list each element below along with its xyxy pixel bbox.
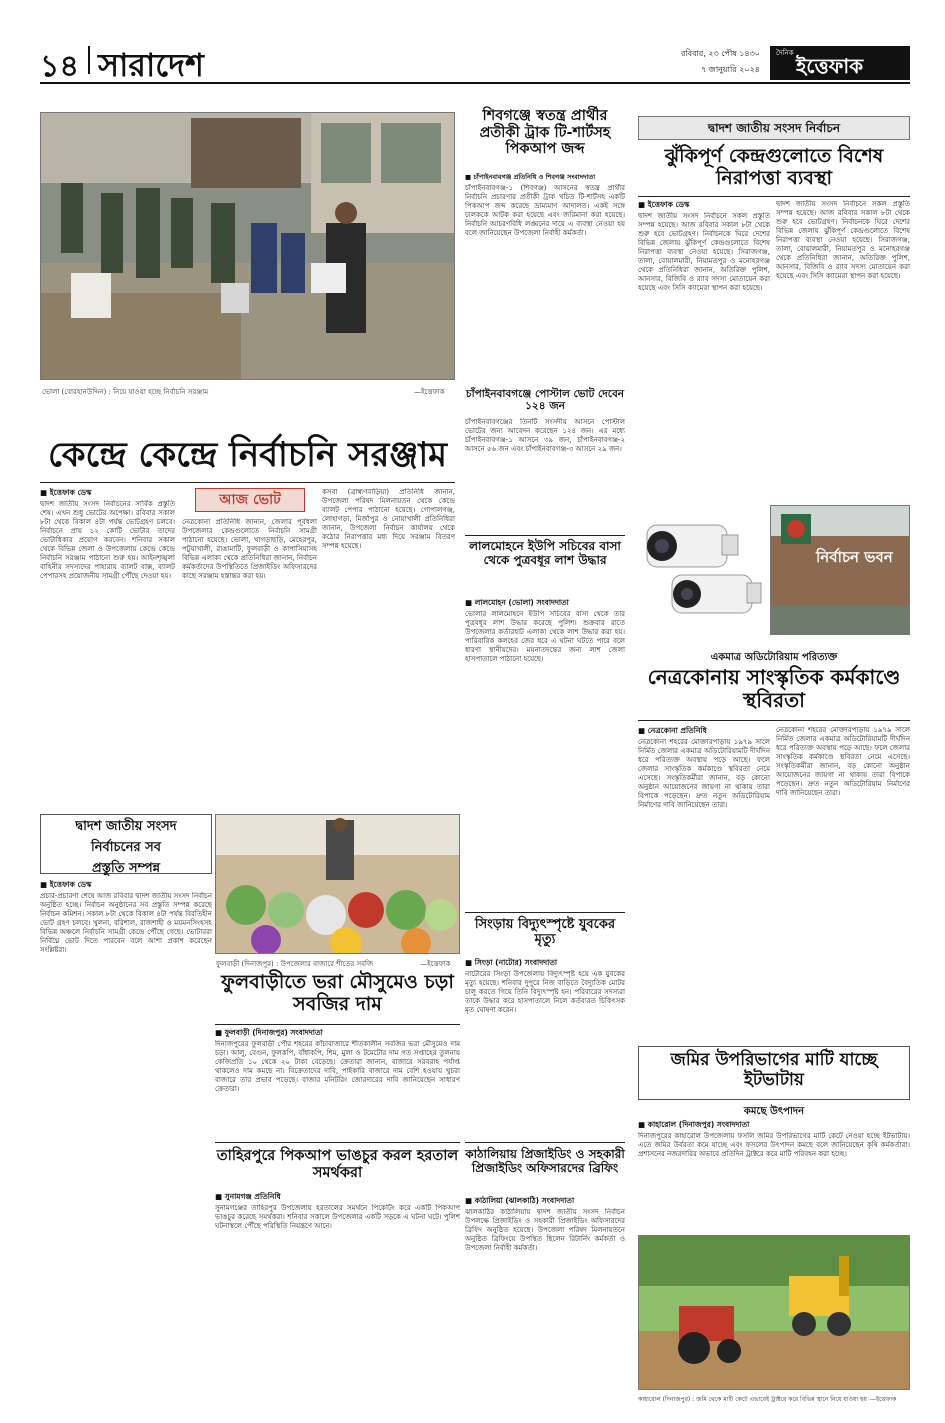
camera-icon [632,505,772,625]
divider [465,912,625,913]
prep-title-2: নির্বাচনের সব [91,840,161,855]
lead-body-2: নেত্রকোনা প্রতিনিধি জানান, জেলার পূর্বধলা উপজেলার কেন্দ্রগুলোতে নির্বাচনি সামগ্রী পাঠানো হয়েছে। ভোলা, খাগড়াছড়ি, মেহেরপুর, পটুয়াখালী, রাঙামাটি, ফুলবাড়ী ও কাপাসিয়াসহ বিভিন্ন এলাকা থেকে প্রতিনিধিরা জানান, নির্বাচন কর্মকর্তাদের উপস্থিতিতে প্রিজাইডিং অফিসারদের কাছে সরঞ্জাম হস্তান্তর করা হয়। [182,518,317,580]
postal-vote-headline: চাঁপাইনবাবগঞ্জে পোস্টাল ভোট দেবেন ১২৪ জন [465,388,625,413]
divider [88,46,90,74]
singra-byline: ■ সিংড়া (নাটোর) সংবাদদাতা [465,958,558,967]
divider [465,1142,625,1143]
lead-headline: কেন্দ্রে কেন্দ্রে নির্বাচনি সরঞ্জাম [47,435,448,475]
soil-headline: জমির উপরিভাগের মাটি যাচ্ছে ইটভাটায় [670,1050,878,1090]
divider [215,1142,460,1143]
shibganj-headline: শিবগঞ্জে স্বতন্ত্র প্রার্থীর প্রতীকী ট্রাক টি-শার্টসহ পিকআপ জব্দ [479,107,611,158]
section-title: সারাদেশ [98,46,204,84]
security-body-repeat: দ্বাদশ জাতীয় সংসদ নির্বাচনে সকল প্রস্তুতি সম্পন্ন হয়েছে। আজ রবিবার সকাল ৮টা থেকে শুরু হবে ভোটগ্রহণ। নির্বাচনকে ঘিরে দেশের বিভিন্ন জেলায় ঝুঁকিপূর্ণ কেন্দ্রগুলোতে বিশেষ নিরাপত্তা ব্যবস্থা নেওয়া হয়েছে। সিরাজগঞ্জ, তালা, বোয়ালমারী, নিয়ামতপুর ও মনোহরগঞ্জ থেকে প্রতিনিধিরা জানান, অতিরিক্ত পুলিশ, আনসার, বিজিবি ও র‍্যাব সদস্য মোতায়েন করা হয়েছে এবং সিসি ক্যামেরা স্থাপন করা হয়েছে। [776,200,910,280]
soil-photo [638,1235,910,1390]
banner-text: দ্বাদশ জাতীয় সংসদ নির্বাচন [708,121,840,135]
singra-headline: সিংড়ায় বিদ্যুৎস্পৃষ্টে যুবকের মৃত্যু [474,917,616,947]
soil-subheadline: কমছে উৎপাদন [743,1106,805,1117]
security-body-continued [776,200,910,500]
divider [215,1024,460,1025]
veg-body: দিনাজপুরের ফুলবাড়ী পৌর শহরের কাঁচাবাজারে শীতকালীন সবজির ভরা মৌসুমেও দাম চড়া। আলু, বেগুন, ফুলকপি, বাঁধাকপি, শিম, মুলা ও টমেটোর দাম গত সপ্তাহের তুলনায় কেজিপ্রতি ১০ থেকে ২০ টাকা বেড়েছে। ক্রেতারা জানান, বাজারে সরবরাহ পর্যাপ্ত থাকলেও দাম কমছে না। বিক্রেতাদের দাবি, পাইকারি বাজারে দাম বেশি হওয়ায় খুচরা বাজারে তার প্রভাব পড়েছে। বাজার মনিটরিং জোরদারের দাবি জানিয়েছেন সাধারণ ক্রেতারা। [215,1040,460,1093]
vegetable-photo [215,814,460,954]
kathaliya-headline: কাঠালিয়ায় প্রিজাইডিং ও সহকারী প্রিজাইডিং অফিসারদের ব্রিফিং [465,1147,625,1175]
prep-title-3: প্রস্তুতি সম্পন্ন [91,861,161,876]
kathaliya-byline: ■ কাঠালিয়া (ঝালকাঠি) সংবাদদাতা [465,1196,575,1205]
lead-photo [40,112,455,380]
divider [465,535,625,536]
lead-body-3: কসবা (ব্রাহ্মণবাড়িয়া) প্রতিনিধি জানান, উপজেলা পরিষদ মিলনায়তন থেকে কেন্দ্রে ব্যালট পেপার পাঠানো হয়েছে। গোপালগঞ্জ, লোহাগড়া, মির্জাপুর ও নোয়াখালী প্রতিনিধিরা জানান, উপজেলা নির্বাচন কার্যালয় থেকে কঠোর নিরাপত্তার মধ্য দিয়ে সরঞ্জাম বিতরণ সম্পন্ন হয়েছে। [322,488,455,550]
cctv-photo [632,505,772,625]
security-byline: ■ ইত্তেফাক ডেস্ক [638,200,690,209]
netrokona-body-continued [776,726,910,1038]
kicker-box [195,488,305,512]
netrokona-body-repeat: নেত্রকোনা শহরের মোক্তারপাড়ায় ১৯৭৯ সালে নির্মিত জেলার একমাত্র অডিটোরিয়ামটি দীর্ঘদিন ধরে পরিত্যক্ত অবস্থায় পড়ে আছে। ফলে জেলার সাংস্কৃতিক কর্মকাণ্ডে স্থবিরতা নেমে এসেছে। সংস্কৃতিকর্মীরা জানান, বড় কোনো অনুষ্ঠান আয়োজনের জায়গা না থাকায় তারা বিপাকে পড়েছেন। দ্রুত নতুন অডিটোরিয়াম নির্মাণের দাবি জানিয়েছেন তারা। [776,726,910,797]
building-sign: নির্বাচন ভবন [816,548,893,566]
lalmohan-byline: ■ লালমোহন (ভোলা) সংবাদদাতা [465,598,569,607]
shibganj-body: চাঁপাইনবাবগঞ্জ-১ (শিবগঞ্জ) আসনের স্বতন্ত্র প্রার্থীর নির্বাচনি প্রচারণার প্রতীকী ট্রাক খচিত টি-শার্টসহ একটি পিকআপ জব্দ করেছে ভ্রাম্যমাণ আদালত। একই সঙ্গে চালককে আটক করা হয়েছে এবং জরিমানা করা হয়েছে। নির্বাচনি আচরণবিধি লঙ্ঘনের দায়ে এ ব্যবস্থা নেওয়া হয় বলে জানিয়েছেন উপজেলা নির্বাহী কর্মকর্তা। [465,184,625,237]
election-banner [638,116,910,140]
netrokona-kicker: একমাত্র অডিটোরিয়াম পরিত্যক্ত [710,652,838,663]
logo-small-text: দৈনিক [776,49,794,57]
logo-text: ইত্তেফাক [796,54,864,78]
veg-photo-caption: ফুলবাড়ী (দিনাজপুর) : উপজেলার বাজারে শীতের সবজি [216,960,374,968]
photo-credit: —ইত্তেফাক [870,1396,897,1403]
soil-byline: ■ কাহারোল (দিনাজপুর) সংবাদদাতা [638,1120,750,1129]
page-number: ১৪ [40,49,79,84]
lalmohan-headline: লালমোহনে ইউপি সচিবের বাসা থেকে পুত্রবধূর লাশ উদ্ধার [469,539,621,567]
shibganj-byline: ■ চাঁপাইনবাবগঞ্জ প্রতিনিধি ও শিবগঞ্জ সংবাদদাতা [465,173,596,181]
lead-photo-caption: ভোলা (বোরহানউদ্দিন) : নিয়ে যাওয়া হচ্ছে নির্বাচনি সরঞ্জাম [42,388,209,396]
tahirpur-body: সুনামগঞ্জের তাহিরপুর উপজেলায় হরতালের সমর্থনে পিকেটিং করে একটি পিকআপ ভাঙচুর করেছে সমর্থকরা। শনিবার সকালে উপজেলার একটি সড়কে এ ঘটনা ঘটে। পুলিশ ঘটনাস্থলে পৌঁছে পরিস্থিতি নিয়ন্ত্রণে আনে। [215,1204,460,1230]
lead-byline: ■ ইত্তেফাক ডেস্ক [40,488,92,497]
tahirpur-byline: ■ সুনামগঞ্জ প্রতিনিধি [215,1192,281,1201]
lead-body-1: দ্বাদশ জাতীয় সংসদ নির্বাচনের সার্বিক প্রস্তুতি শেষ। এখন শুধু ভোটের অপেক্ষা। রবিবার সকাল ৮টা থেকে বিকাল ৪টা পর্যন্ত ভোটগ্রহণ চলবে। নির্বাচনে প্রায় ১২ কোটি ভোটার তাদের ভোটাধিকার প্রয়োগ করবেন। শনিবার সকাল থেকে বিভিন্ন জেলা ও উপজেলায় কেন্দ্রে কেন্দ্রে নির্বাচনি সরঞ্জাম পাঠানো শুরু হয়। আইনশৃঙ্খলা বাহিনীর সদস্যদের পাহারায় ব্যালট বাক্স, ব্যালট পেপারসহ প্রয়োজনীয় সামগ্রী পৌঁছে দেওয়া হয়। [40,500,175,580]
newspaper-logo [770,46,910,80]
divider [638,720,910,721]
photo-credit: —ইত্তেফাক [420,960,451,968]
security-body: দ্বাদশ জাতীয় সংসদ নির্বাচনে সকল প্রস্তুতি সম্পন্ন হয়েছে। আজ রবিবার সকাল ৮টা থেকে শুরু হবে ভোটগ্রহণ। নির্বাচনকে ঘিরে দেশের বিভিন্ন জেলায় ঝুঁকিপূর্ণ কেন্দ্রগুলোতে বিশেষ নিরাপত্তা ব্যবস্থা নেওয়া হয়েছে। সিরাজগঞ্জ, তালা, বোয়ালমারী, নিয়ামতপুর ও মনোহরগঞ্জ থেকে প্রতিনিধিরা জানান, অতিরিক্ত পুলিশ, আনসার, বিজিবি ও র‍্যাব সদস্য মোতায়েন করা হয়েছে এবং সিসি ক্যামেরা স্থাপন করা হয়েছে। [638,212,770,292]
veg-byline: ■ ফুলবাড়ী (দিনাজপুর) সংবাদদাতা [215,1028,323,1037]
tahirpur-headline: তাহিরপুরে পিকআপ ভাঙচুর করল হরতাল সমর্থকরা [216,1147,459,1181]
kicker-text: আজ ভোট [219,492,281,508]
netrokona-body: নেত্রকোনা শহরের মোক্তারপাড়ায় ১৯৭৯ সালে নির্মিত জেলার একমাত্র অডিটোরিয়ামটি দীর্ঘদিন ধরে পরিত্যক্ত অবস্থায় পড়ে আছে। ফলে জেলার সাংস্কৃতিক কর্মকাণ্ডে স্থবিরতা নেমে এসেছে। সংস্কৃতিকর্মীরা জানান, বড় কোনো অনুষ্ঠান আয়োজনের জায়গা না থাকায় তারা বিপাকে পড়েছেন। দ্রুত নতুন অডিটোরিয়াম নির্মাণের দাবি জানিয়েছেন তারা। [638,738,770,809]
soil-body: দিনাজপুরের কাহারোল উপজেলায় ফসলি জমির উপরিভাগের মাটি কেটে নেওয়া হচ্ছে ইটভাটায়। এতে জমির উর্বরতা কমে যাচ্ছে এবং ফসলের উৎপাদন কমছে বলে জানিয়েছেন কৃষি কর্মকর্তারা। প্রশাসনের নজরদারির অভাবে প্রতিদিন ট্রাক্টরে করে মাটি পরিবহন করা হচ্ছে। [638,1132,910,1158]
date-english: ৭ জানুয়ারি ২০২৪ [700,65,760,74]
divider [40,482,455,483]
netrokona-headline: নেত্রকোনায় সাংস্কৃতিক কর্মকাণ্ডে স্থবিরতা [647,665,901,712]
page-header [40,40,910,84]
netrokona-byline: ■ নেত্রকোনা প্রতিনিধি [638,726,707,735]
soil-photo-caption: কাহারোল (দিনাজপুর) : জমি থেকে মাটি কেটে এভাবেই ট্রাক্টরে করে বিভিন্ন স্থানে নিয়ে যাওয়া হয় [638,1396,867,1403]
kathaliya-body: ঝালকাঠির কাঠালিয়ায় দ্বাদশ জাতীয় সংসদ নির্বাচন উপলক্ষে প্রিজাইডিং ও সহকারী প্রিজাইডিং অফিসারদের ব্রিফিং অনুষ্ঠিত হয়েছে। উপজেলা পরিষদ মিলনায়তনে অনুষ্ঠিত ব্রিফিংয়ে উপস্থিত ছিলেন রিটার্নিং কর্মকর্তা ও উপজেলা নির্বাহী কর্মকর্তা। [465,1208,625,1252]
lalmohan-body: ভোলার লালমোহনে ইউপি সচিবের বাসা থেকে তার পুত্রবধূর লাশ উদ্ধার করেছে পুলিশ। শুক্রবার রাতে উপজেলার কর্তারহাট এলাকা থেকে লাশ উদ্ধার করা হয়। পারিবারিক কলহের জের ধরে এ ঘটনা ঘটতে পারে বলে ধারণা স্থানীয়দের। ময়নাতদন্তের জন্য লাশ জেলা হাসপাতালে পাঠানো হয়েছে। [465,610,625,663]
veg-headline: ফুলবাড়ীতে ভরা মৌসুমেও চড়া সবজির দাম [221,971,454,1015]
tractor-photo [639,1236,910,1390]
election-bhaban-photo [770,505,910,635]
soil-headline-box [638,1046,910,1100]
singra-body: নাটোরের সিংড়া উপজেলায় বিদ্যুৎস্পৃষ্ট হয়ে এক যুবকের মৃত্যু হয়েছে। শনিবার দুপুরে নিজ বাড়িতে বৈদ্যুতিক মোটর চালু করতে গিয়ে তিনি বিদ্যুৎস্পৃষ্ট হন। পরিবারের সদস্যরা তাকে উদ্ধার করে হাসপাতালে নিলে কর্তব্যরত চিকিৎসক মৃত ঘোষণা করেন। [465,970,625,1014]
prep-body: প্রচার-প্রচারণা শেষে আজ রবিবার দ্বাদশ জাতীয় সংসদ নির্বাচন অনুষ্ঠিত হচ্ছে। নির্বাচন অনুষ্ঠানের সব প্রস্তুতি সম্পন্ন করেছে নির্বাচন কমিশন। সকাল ৮টা থেকে বিকাল ৪টা পর্যন্ত বিরতিহীন ভোট গ্রহণ চলবে। খুলনা, বরিশাল, রাজশাহী ও ময়মনসিংহসহ বিভিন্ন অঞ্চলে নির্বাচনি সামগ্রী কেন্দ্রে পৌঁছে গেছে। ভোটাররা নির্বিঘ্নে ভোট দিতে পারবেন বলে আশা প্রকাশ করেছেন সংশ্লিষ্টরা। [40,892,212,954]
vegetable-market-photo [216,815,460,954]
photo-credit: —ইত্তেফাক [414,388,445,396]
date-bengali: রবিবার, ২৩ পৌষ ১৪৩০ [680,49,760,58]
preparation-title-box [40,814,212,874]
divider [638,196,910,197]
security-headline: ঝুঁকিপূর্ণ কেন্দ্রগুলোতে বিশেষ নিরাপত্তা ব্যবস্থা [664,145,884,189]
election-materials-photo [41,113,455,380]
prep-byline: ■ ইত্তেফাক ডেস্ক [40,880,92,889]
postal-vote-body: চাঁপাইনবাবগঞ্জের তিনটি সংসদীয় আসনে পোস্টাল ভোটের জন্য আবেদন করেছেন ১২৪ জন। এর মধ্যে চাঁপাইনবাবগঞ্জ-১ আসনে ৩৯ জন, চাঁপাইনবাবগঞ্জ-২ আসনে ৫৬ জন এবং চাঁপাইনবাবগঞ্জ-৩ আসনে ২৯ জন। [465,418,625,453]
prep-title-1: দ্বাদশ জাতীয় সংসদ [75,819,177,834]
